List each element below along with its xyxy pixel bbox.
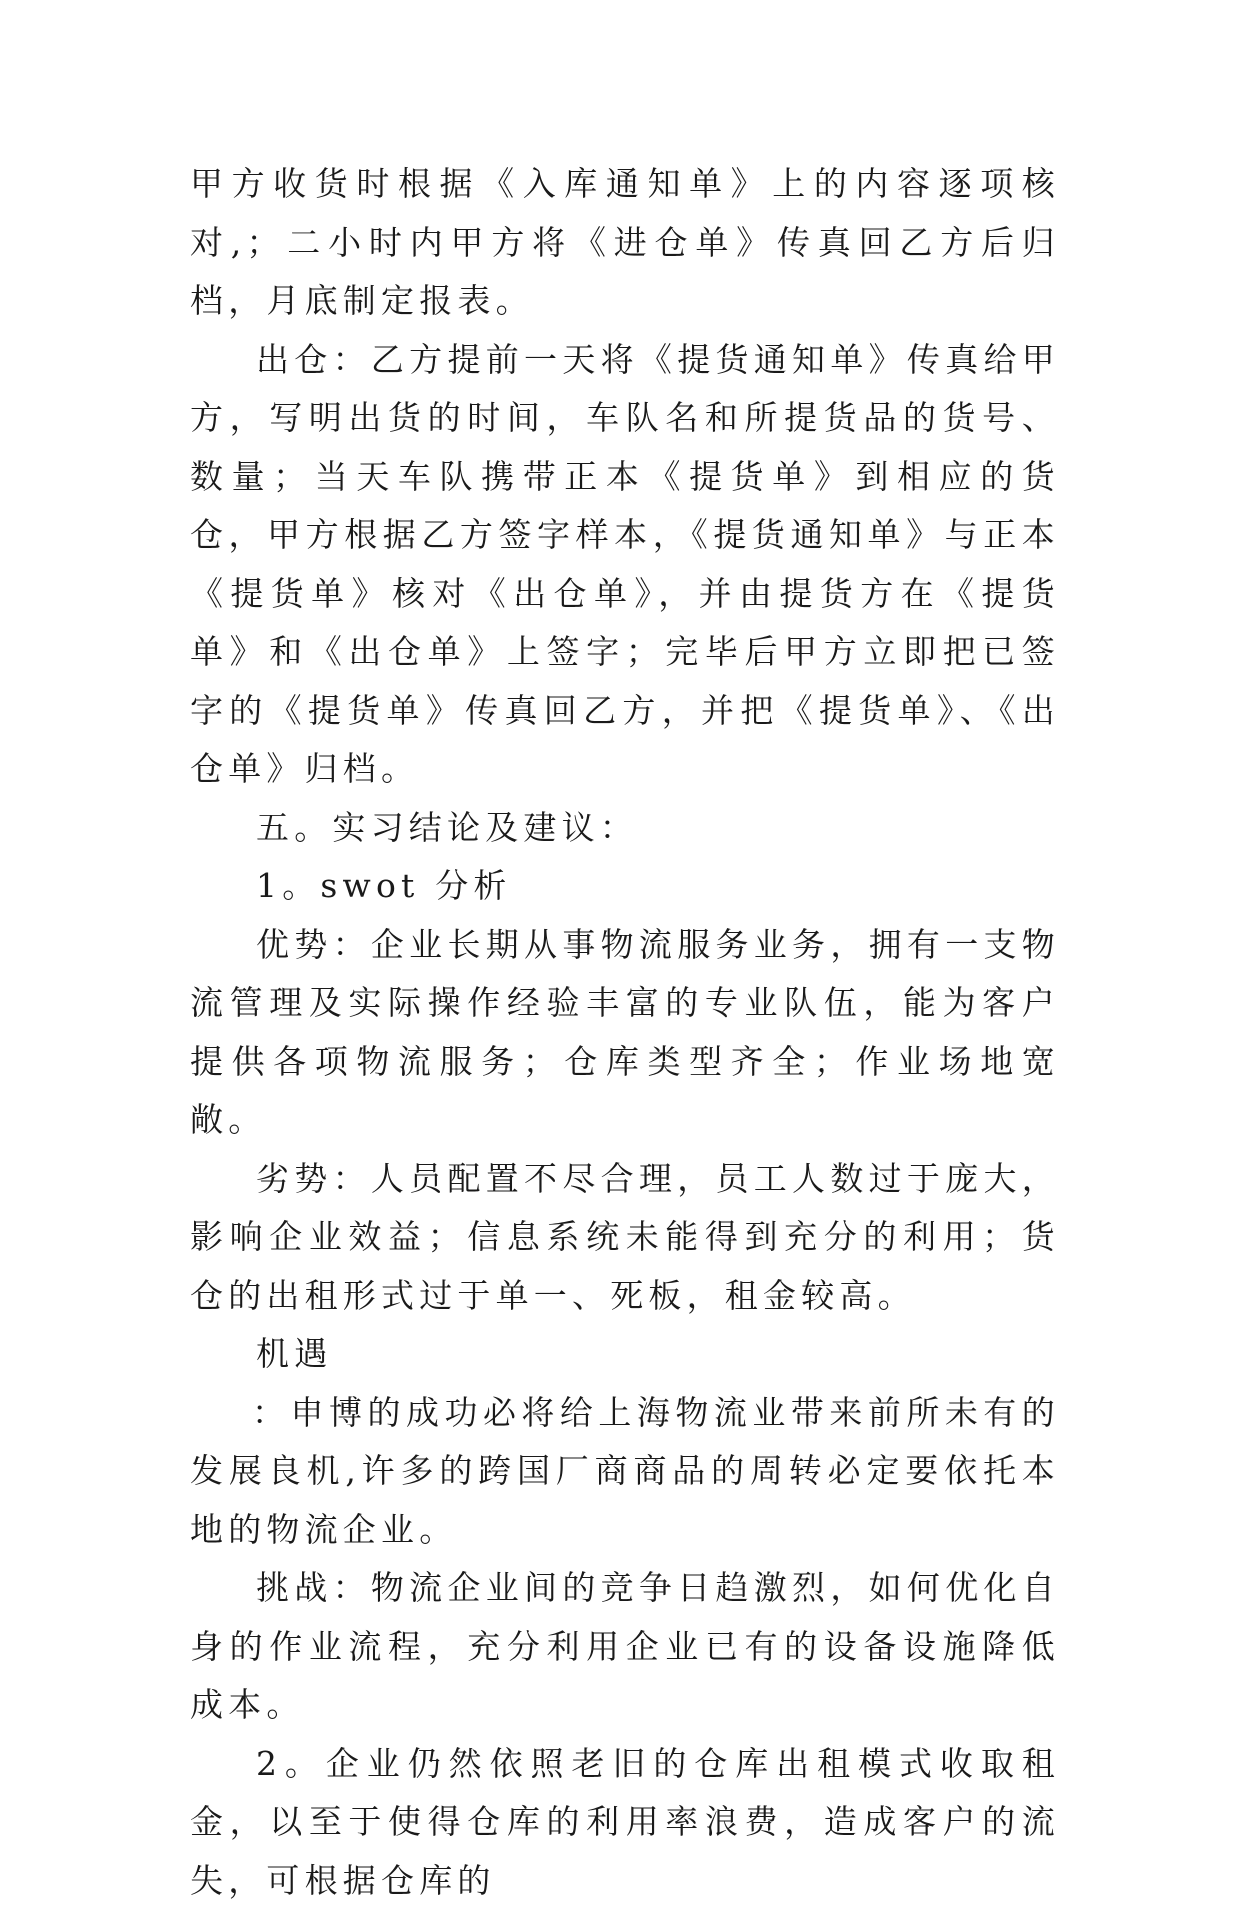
section-heading-conclusion: 五。实习结论及建议： [190, 799, 1060, 858]
paragraph-outbound: 出仓：乙方提前一天将《提货通知单》传真给甲方，写明出货的时间，车队名和所提货品的货号、数量；当天车队携带正本《提货单》到相应的货仓，甲方根据乙方签字样本，《提货通知单》与正本《提货单》核对《出仓单》，并由提货方在《提货单》和《出仓单》上签字；完毕后甲方立即把已签字的《提货单》传真回乙方，并把《提货单》、《出仓单》归档。 [190, 331, 1060, 799]
paragraph-opportunities-label: 机遇 [190, 1325, 1060, 1384]
paragraph-strengths: 优势：企业长期从事物流服务业务，拥有一支物流管理及实际操作经验丰富的专业队伍，能为客户提供各项物流服务；仓库类型齐全；作业场地宽敞。 [190, 916, 1060, 1150]
subheading-swot: 1。swot 分析 [190, 857, 1060, 916]
paragraph-weaknesses: 劣势：人员配置不尽合理，员工人数过于庞大，影响企业效益；信息系统未能得到充分的利用；货仓的出租形式过于单一、死板，租金较高。 [190, 1150, 1060, 1326]
paragraph-receiving-check: 甲方收货时根据《入库通知单》上的内容逐项核对,；二小时内甲方将《进仓单》传真回乙方后归档，月底制定报表。 [190, 155, 1060, 331]
paragraph-threats: 挑战：物流企业间的竞争日趋激烈，如何优化自身的作业流程，充分利用企业已有的设备设施降低成本。 [190, 1559, 1060, 1735]
document-body [190, 155, 1060, 1910]
paragraph-opportunities: ：申博的成功必将给上海物流业带来前所未有的发展良机,许多的跨国厂商商品的周转必定要依托本地的物流企业。 [190, 1384, 1060, 1560]
paragraph-suggestion-2: 2。企业仍然依照老旧的仓库出租模式收取租金，以至于使得仓库的利用率浪费，造成客户的流失，可根据仓库的 [190, 1735, 1060, 1910]
